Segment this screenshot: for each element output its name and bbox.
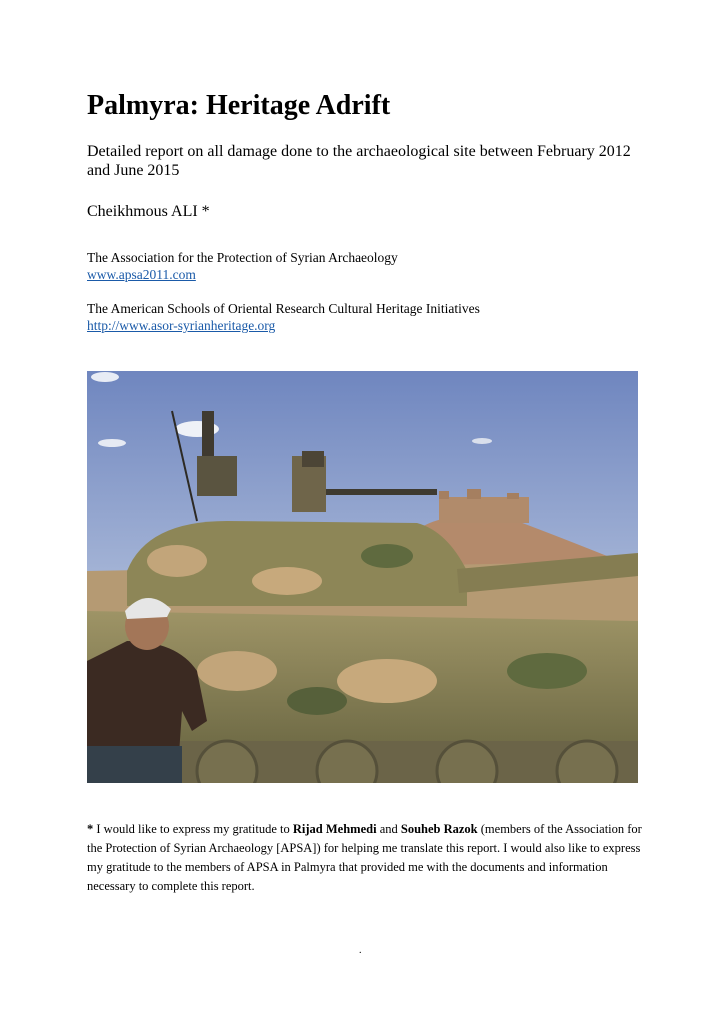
affiliation-name: The American Schools of Oriental Research Cultural Heritage Initiatives [87,301,480,316]
document-title: Palmyra: Heritage Adrift [87,90,391,121]
affiliation-asor [87,300,480,334]
affiliation-link[interactable]: http://www.asor-syrianheritage.org [87,318,276,333]
affiliation-name: The Association for the Protection of Syrian Archaeology [87,250,398,265]
page-mark: . [359,945,362,956]
affiliation-apsa [87,249,398,283]
footnote-name: Rijad Mehmedi [292,822,377,836]
affiliation-link[interactable]: www.apsa2011.com [87,267,196,282]
footnote-name: Souheb Razok [400,822,478,836]
author-name: Cheikhmous ALI * [87,203,210,220]
tank-photo [87,371,638,783]
document-subtitle: Detailed report on all damage done to the archaeological site between February 2012 and June 2015 [87,143,631,179]
footnote-marker: * [87,822,94,836]
footnote-text: and [376,822,401,836]
footnote-text: (members of the Association for the Protection of Syrian Archaeology [APSA]) for helping me translate this report. I would also like to express my gratitude to the members of APSA in Palmyra that provided me with the documents and information necessary to complete this report. [87,822,642,893]
acknowledgement-footnote [87,820,647,896]
footnote-text: I would like to express my gratitude to [93,822,293,836]
